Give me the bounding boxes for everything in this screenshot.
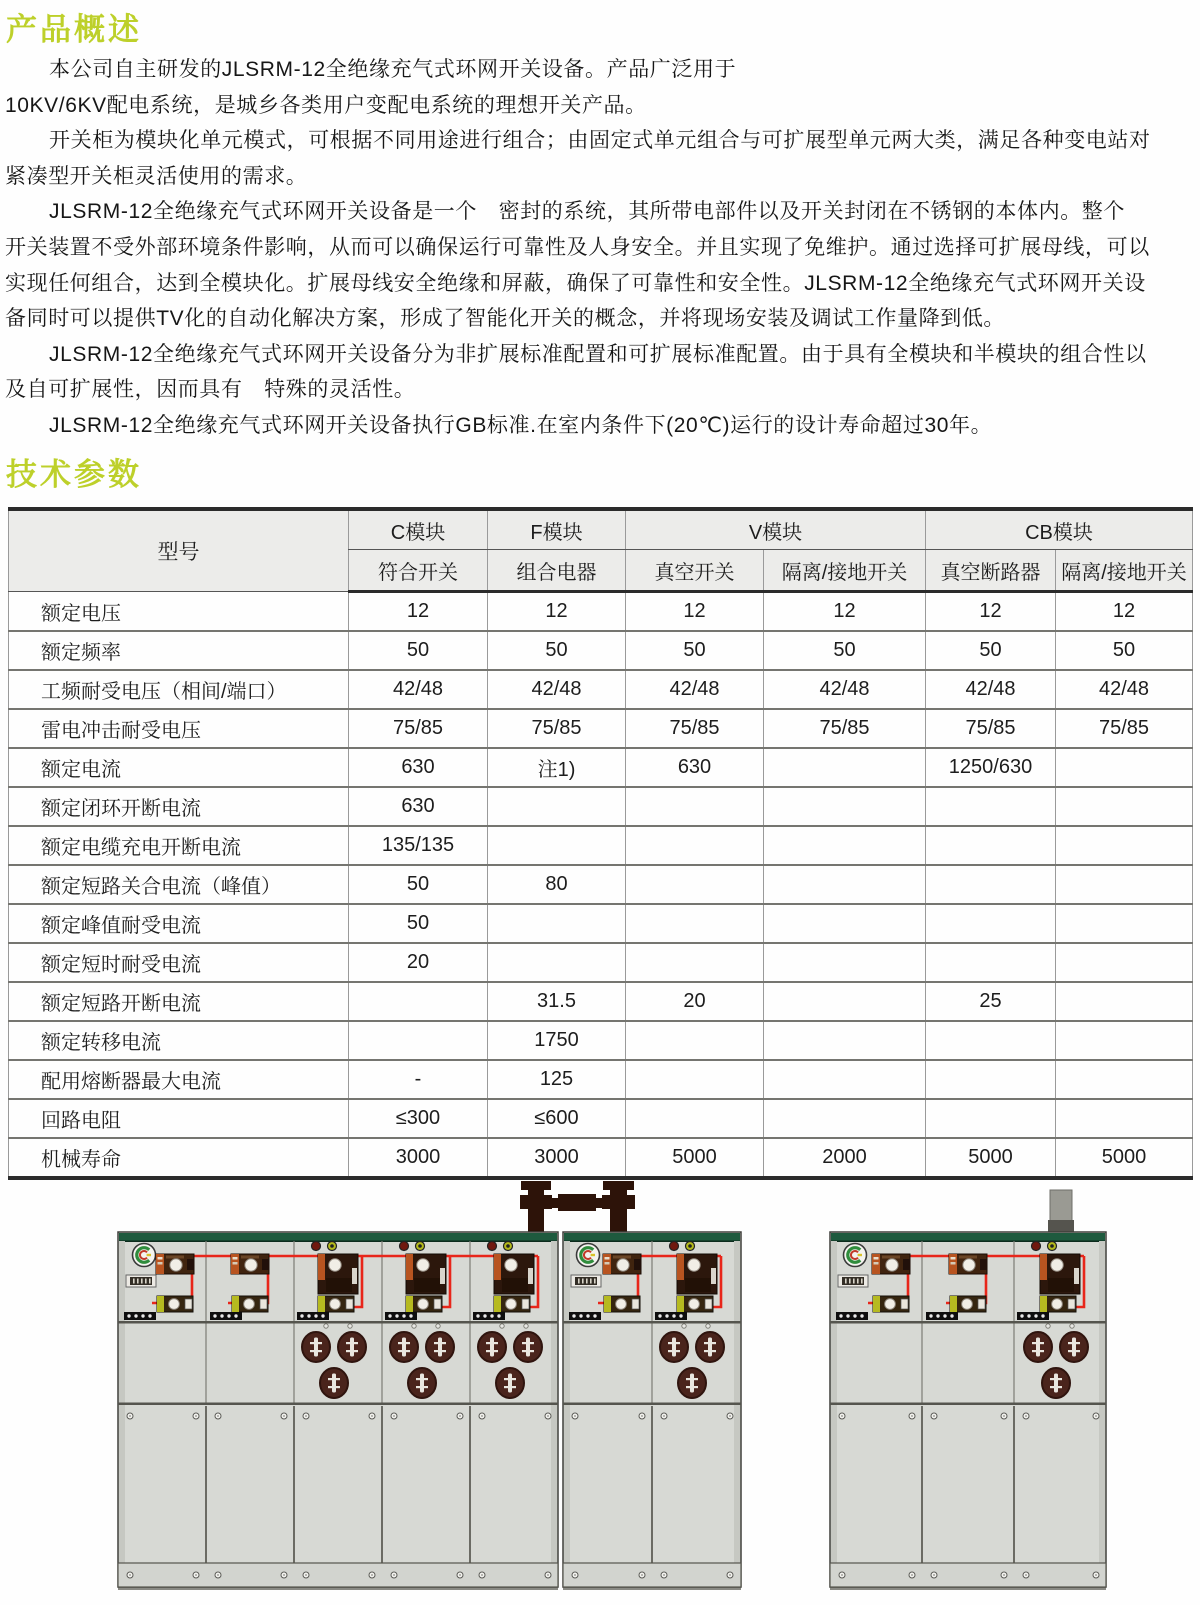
param-value-cell: 50 xyxy=(1056,631,1193,670)
param-value-cell: 5000 xyxy=(626,1138,764,1178)
param-value-cell: 注1) xyxy=(488,748,626,787)
param-value-cell xyxy=(764,1021,926,1060)
param-value-cell xyxy=(626,943,764,982)
param-value-cell xyxy=(926,1021,1056,1060)
param-value-cell: 12 xyxy=(1056,592,1193,632)
param-value-cell xyxy=(926,865,1056,904)
param-value-cell xyxy=(1056,748,1193,787)
param-value-cell xyxy=(1056,787,1193,826)
param-value-cell xyxy=(1056,904,1193,943)
param-label: 额定短路关合电流（峰值） xyxy=(9,865,349,904)
param-label: 配用熔断器最大电流 xyxy=(9,1060,349,1099)
param-value-cell xyxy=(1056,865,1193,904)
param-value-cell xyxy=(488,826,626,865)
col-header-model: 型号 xyxy=(9,509,349,592)
param-value-cell xyxy=(764,1060,926,1099)
overview-text-line: 紧凑型开关柜灵活使用的需求。 xyxy=(5,164,308,188)
param-value-cell: 75/85 xyxy=(488,709,626,748)
param-value-cell: 42/48 xyxy=(926,670,1056,709)
param-value-cell: 42/48 xyxy=(764,670,926,709)
param-value-cell: 20 xyxy=(626,982,764,1021)
overview-text-line: 实现任何组合，达到全模块化。扩展母线安全绝缘和屏蔽，确保了可靠性和安全性。JLSRM-12全绝缘充气式环网开关设 xyxy=(5,271,1146,295)
param-value-cell: 75/85 xyxy=(626,709,764,748)
overview-text-line: JLSRM-12全绝缘充气式环网开关设备是一个 密封的系统，其所带电部件以及开关封闭在不锈钢的本体内。整个 xyxy=(49,200,1125,224)
section-title-technical-parameters: 技术参数 xyxy=(6,457,142,492)
overview-text-line: 开关装置不受外部环境条件影响，从而可以确保运行可靠性及人身安全。并且实现了免维护。通过选择可扩展母线，可以 xyxy=(5,235,1150,259)
param-value-cell: 31.5 xyxy=(488,982,626,1021)
col-sub-header: 组合电器 xyxy=(488,550,626,592)
param-label: 额定转移电流 xyxy=(9,1021,349,1060)
table-row xyxy=(9,670,1193,709)
param-value-cell: ≤600 xyxy=(488,1099,626,1138)
cabinet-right-3-panel xyxy=(830,1232,1106,1590)
param-value-cell xyxy=(764,826,926,865)
param-value-cell xyxy=(626,787,764,826)
table-row xyxy=(9,826,1193,865)
param-value-cell xyxy=(764,1099,926,1138)
param-value-cell xyxy=(764,865,926,904)
param-value-cell: - xyxy=(349,1060,488,1099)
param-value-cell xyxy=(926,1099,1056,1138)
param-value-cell: 42/48 xyxy=(349,670,488,709)
param-value-cell xyxy=(1056,943,1193,982)
table-row xyxy=(9,943,1193,982)
overview-text-line: 及自可扩展性，因而具有 特殊的灵活性。 xyxy=(5,378,416,402)
param-value-cell: 75/85 xyxy=(1056,709,1193,748)
param-label: 额定频率 xyxy=(9,631,349,670)
param-value-cell: 50 xyxy=(349,904,488,943)
param-value-cell: 25 xyxy=(926,982,1056,1021)
param-value-cell: 12 xyxy=(626,592,764,632)
table-row xyxy=(9,1021,1193,1060)
param-value-cell xyxy=(488,787,626,826)
overview-text-line: 备同时可以提供TV化的自动化解决方案，形成了智能化开关的概念，并将现场安装及调试工作量降到低。 xyxy=(5,307,1006,331)
switchgear-lineup-figure xyxy=(0,1135,1200,1605)
technical-parameters-table xyxy=(8,507,1193,1180)
param-label: 额定短路开断电流 xyxy=(9,982,349,1021)
table-row xyxy=(9,709,1193,748)
cabinet-middle-2-panel xyxy=(563,1232,741,1590)
param-value-cell: 12 xyxy=(488,592,626,632)
param-label: 额定峰值耐受电流 xyxy=(9,904,349,943)
table-row xyxy=(9,1099,1193,1138)
param-value-cell xyxy=(488,904,626,943)
param-value-cell: 630 xyxy=(626,748,764,787)
table-row xyxy=(9,631,1193,670)
param-value-cell xyxy=(626,1021,764,1060)
param-value-cell: 42/48 xyxy=(626,670,764,709)
param-value-cell: 50 xyxy=(626,631,764,670)
col-sub-header: 符合开关 xyxy=(349,550,488,592)
param-value-cell xyxy=(626,865,764,904)
param-value-cell: 135/135 xyxy=(349,826,488,865)
overview-text-line: JLSRM-12全绝缘充气式环网开关设备分为非扩展标准配置和可扩展标准配置。由于具有全模块和半模块的组合性以 xyxy=(49,342,1147,366)
param-value-cell xyxy=(926,826,1056,865)
overview-text-line: 开关柜为模块化单元模式，可根据不同用途进行组合；由固定式单元组合与可扩展型单元两大类，满足各种变电站对 xyxy=(49,129,1151,153)
param-value-cell xyxy=(1056,1021,1193,1060)
param-value-cell xyxy=(1056,982,1193,1021)
param-value-cell: 12 xyxy=(926,592,1056,632)
param-value-cell: 3000 xyxy=(349,1138,488,1178)
param-value-cell xyxy=(764,943,926,982)
param-value-cell xyxy=(764,904,926,943)
param-value-cell xyxy=(626,1099,764,1138)
param-value-cell xyxy=(926,1060,1056,1099)
param-value-cell xyxy=(626,904,764,943)
col-group-header: F模块 xyxy=(488,509,626,550)
param-value-cell xyxy=(764,748,926,787)
param-value-cell: 80 xyxy=(488,865,626,904)
param-value-cell xyxy=(764,787,926,826)
table-row xyxy=(9,1060,1193,1099)
param-value-cell: ≤300 xyxy=(349,1099,488,1138)
param-value-cell: 75/85 xyxy=(349,709,488,748)
table-row xyxy=(9,748,1193,787)
param-value-cell xyxy=(488,943,626,982)
param-label: 额定短时耐受电流 xyxy=(9,943,349,982)
param-value-cell: 630 xyxy=(349,748,488,787)
section-title-product-overview: 产品概述 xyxy=(6,12,142,47)
param-value-cell: 50 xyxy=(349,865,488,904)
overview-paragraphs xyxy=(5,52,1197,444)
overview-text-line: 10KV/6KV配电系统，是城乡各类用户变配电系统的理想开关产品。 xyxy=(5,93,647,117)
param-value-cell: 75/85 xyxy=(926,709,1056,748)
param-value-cell: 630 xyxy=(349,787,488,826)
col-sub-header: 隔离/接地开关 xyxy=(764,550,926,592)
busbar-link-icon xyxy=(520,1181,635,1232)
param-value-cell xyxy=(626,826,764,865)
table-row xyxy=(9,787,1193,826)
param-value-cell xyxy=(1056,826,1193,865)
param-value-cell: 3000 xyxy=(488,1138,626,1178)
param-value-cell xyxy=(626,1060,764,1099)
param-value-cell: 50 xyxy=(764,631,926,670)
param-value-cell xyxy=(926,943,1056,982)
col-group-header: CB模块 xyxy=(926,509,1193,550)
param-value-cell: 75/85 xyxy=(764,709,926,748)
param-label: 额定电缆充电开断电流 xyxy=(9,826,349,865)
param-value-cell: 2000 xyxy=(764,1138,926,1178)
param-value-cell xyxy=(349,1021,488,1060)
technical-parameters-table-wrap xyxy=(8,507,1192,1180)
param-value-cell: 5000 xyxy=(1056,1138,1193,1178)
param-label: 额定电压 xyxy=(9,592,349,632)
param-label: 额定闭环开断电流 xyxy=(9,787,349,826)
col-group-header: C模块 xyxy=(349,509,488,550)
param-value-cell xyxy=(1056,1099,1193,1138)
param-value-cell xyxy=(764,982,926,1021)
param-label: 回路电阻 xyxy=(9,1099,349,1138)
col-group-header: V模块 xyxy=(626,509,926,550)
param-value-cell xyxy=(926,904,1056,943)
table-row xyxy=(9,982,1193,1021)
param-value-cell: 42/48 xyxy=(1056,670,1193,709)
overview-text-line: 本公司自主研发的JLSRM-12全绝缘充气式环网开关设备。产品广泛用于 xyxy=(49,58,737,81)
param-value-cell: 50 xyxy=(488,631,626,670)
param-value-cell: 1750 xyxy=(488,1021,626,1060)
param-value-cell: 5000 xyxy=(926,1138,1056,1178)
table-row xyxy=(9,592,1193,632)
param-value-cell xyxy=(349,982,488,1021)
param-label: 工频耐受电压（相间/端口） xyxy=(9,670,349,709)
param-value-cell: 50 xyxy=(349,631,488,670)
col-sub-header: 真空断路器 xyxy=(926,550,1056,592)
param-value-cell: 12 xyxy=(349,592,488,632)
param-value-cell: 20 xyxy=(349,943,488,982)
param-label: 额定电流 xyxy=(9,748,349,787)
col-sub-header: 隔离/接地开关 xyxy=(1056,550,1193,592)
col-sub-header: 真空开关 xyxy=(626,550,764,592)
param-value-cell xyxy=(1056,1060,1193,1099)
param-value-cell: 50 xyxy=(926,631,1056,670)
param-value-cell xyxy=(926,787,1056,826)
param-label: 雷电冲击耐受电压 xyxy=(9,709,349,748)
param-value-cell: 12 xyxy=(764,592,926,632)
cabinet-left-5-panel xyxy=(118,1232,558,1590)
param-value-cell: 1250/630 xyxy=(926,748,1056,787)
param-label: 机械寿命 xyxy=(9,1138,349,1178)
param-value-cell: 125 xyxy=(488,1060,626,1099)
overview-text-line: JLSRM-12全绝缘充气式环网开关设备执行GB标准.在室内条件下(20℃)运行的设计寿命超过30年。 xyxy=(49,413,993,437)
table-row xyxy=(9,865,1193,904)
busbar-stub-icon xyxy=(1048,1190,1074,1232)
table-row xyxy=(9,904,1193,943)
param-value-cell: 42/48 xyxy=(488,670,626,709)
